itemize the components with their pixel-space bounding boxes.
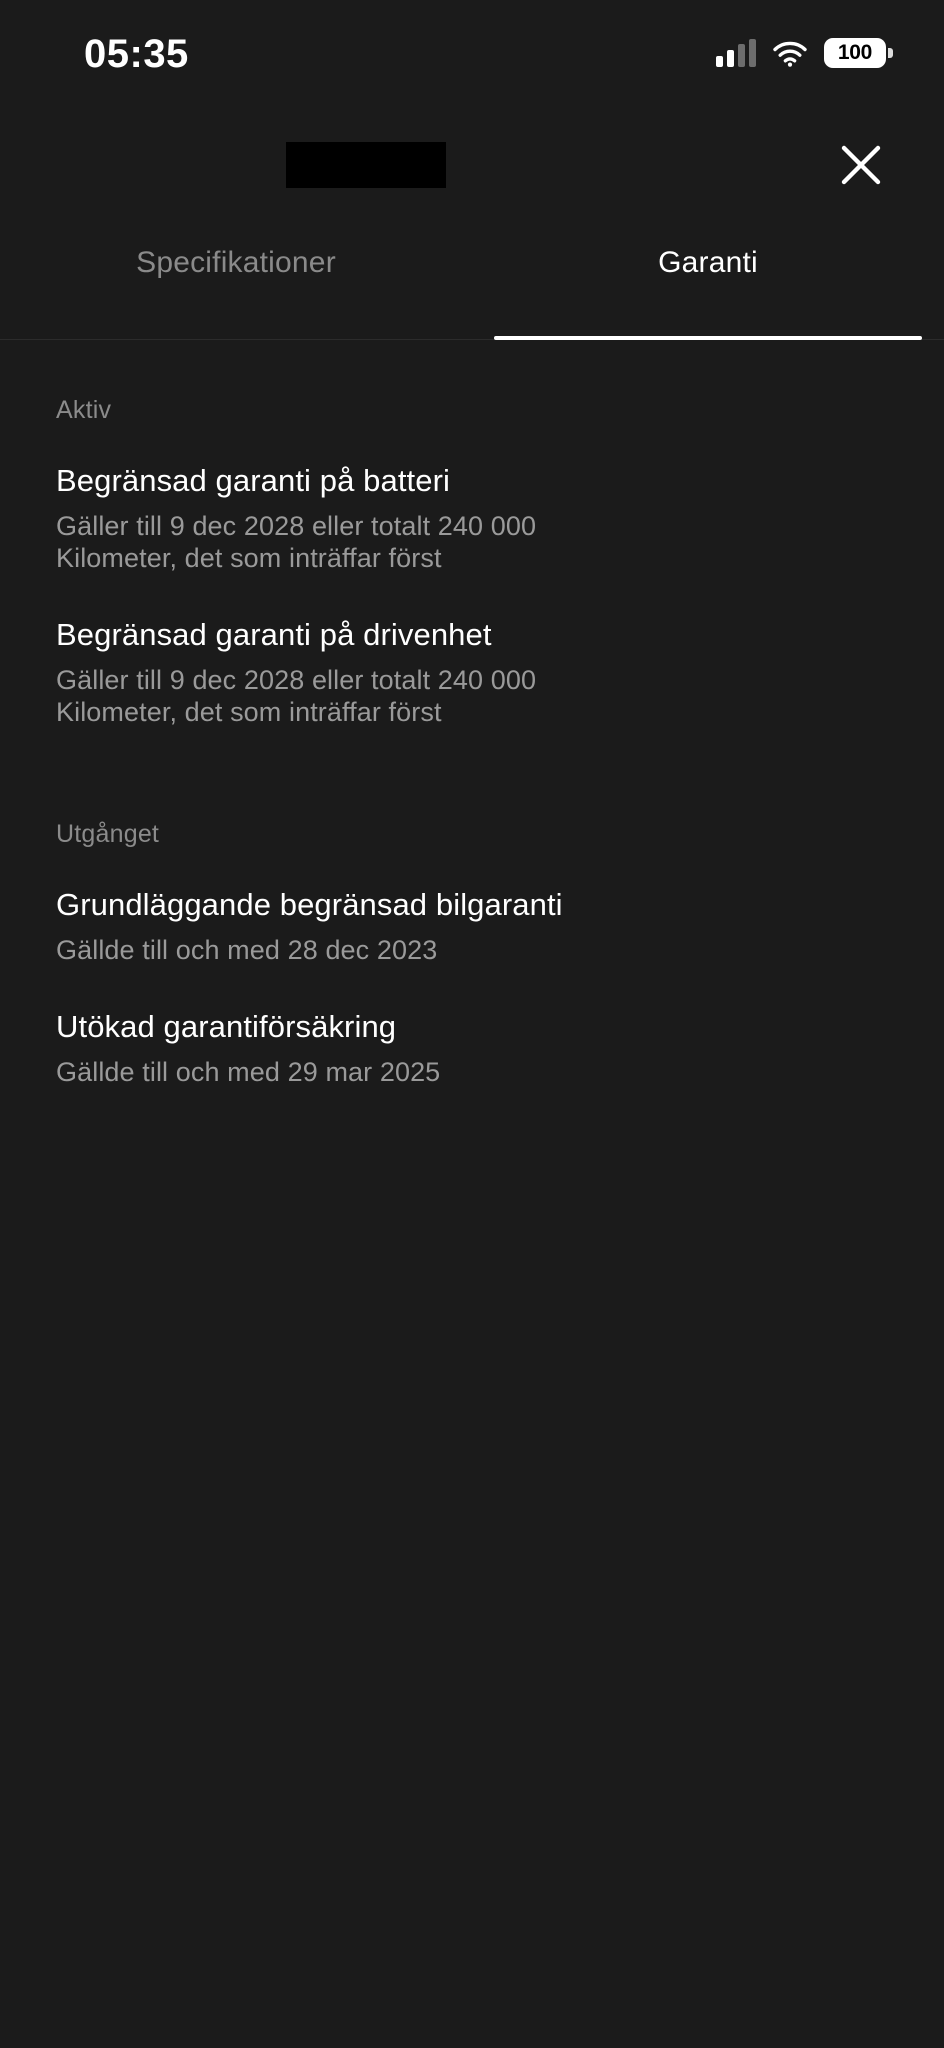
modal-header [0,110,944,230]
warranty-content [0,396,944,1089]
section-label-active: Aktiv [56,396,112,424]
list-item[interactable] [56,887,888,967]
list-item[interactable] [56,1009,888,1089]
warranty-description: Gäller till 9 dec 2028 eller totalt 240 000 Kilometer, det som inträffar först [56,664,537,727]
tab-garanti[interactable]: Garanti [472,230,944,339]
battery-percent-label: 100 [837,41,873,64]
battery-icon [824,38,886,68]
list-item[interactable] [56,463,888,575]
page-title-redacted [286,142,446,188]
tab-bar [0,230,944,340]
wifi-icon [772,39,808,67]
warranty-description: Gällde till och med 29 mar 2025 [56,1057,441,1088]
warranty-description: Gäller till 9 dec 2028 eller totalt 240 000 Kilometer, det som inträffar först [56,511,537,573]
status-indicators [716,38,886,68]
status-time: 05:35 [84,32,189,76]
status-bar [0,0,944,110]
close-icon[interactable] [826,130,896,200]
tab-specifikationer[interactable]: Specifikationer [136,246,336,279]
cellular-signal-icon [716,39,756,67]
warranty-title: Grundläggande begränsad bilgaranti [56,887,563,923]
list-item[interactable] [56,617,888,729]
warranty-title: Utökad garantiförsäkring [56,1009,397,1045]
warranty-title: Begränsad garanti på drivenhet [56,616,492,652]
warranty-description: Gällde till och med 28 dec 2023 [56,935,438,966]
warranty-title: Begränsad garanti på batteri [56,463,451,498]
section-label-expired: Utgånget [56,820,160,849]
